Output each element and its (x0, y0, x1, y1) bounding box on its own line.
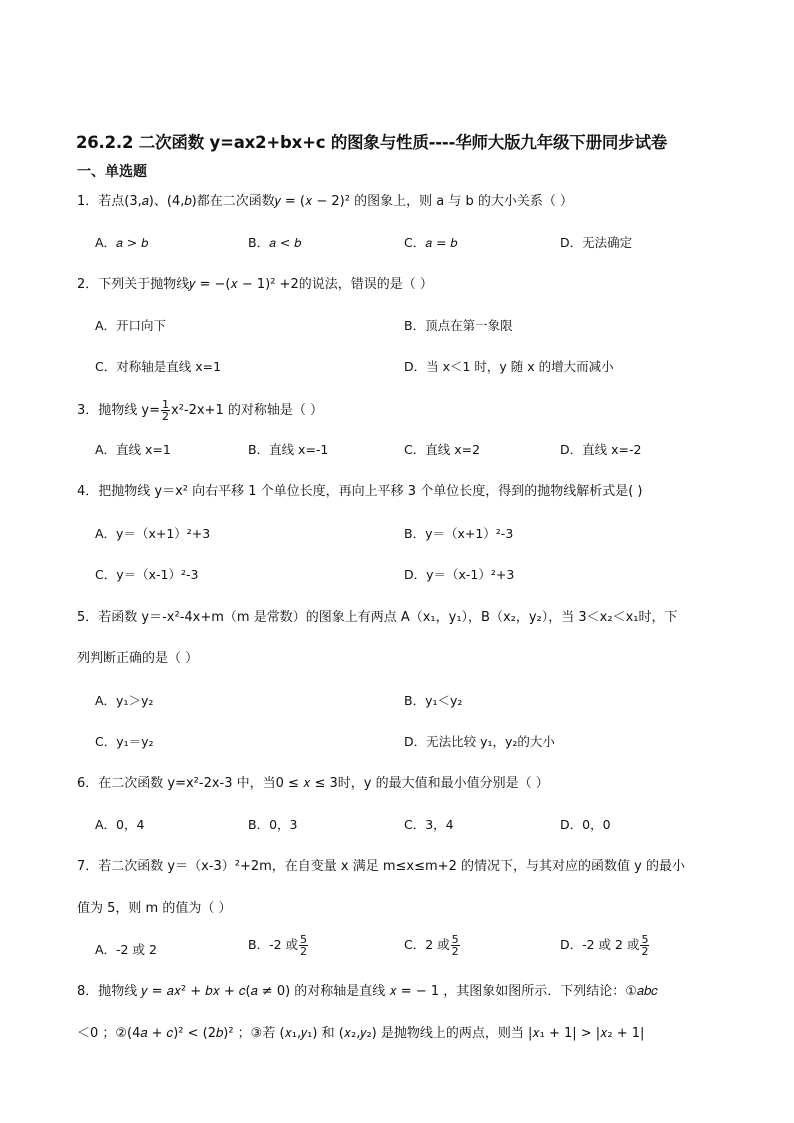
section-heading: 一、单选题 (77, 164, 147, 180)
q2-option-d: D．当 x＜1 时，y 随 x 的增大而减小 (404, 359, 614, 374)
q7-option-d (560, 934, 650, 957)
q5-option-a: A．y₁＞y₂ (95, 693, 154, 708)
q7-c-prefix: C．2 或 (404, 937, 450, 952)
q4-option-a: A．y＝（x+1）²+3 (95, 526, 211, 541)
q5-option-b: B．y₁＜y₂ (404, 693, 463, 708)
q4-option-c: C．y＝（x-1）²-3 (95, 567, 199, 582)
q1-option-d: D．无法确定 (560, 235, 633, 250)
q7-option-a: A．-2 或 2 (95, 942, 157, 957)
question-6: 6．在二次函数 y=x²-2x-3 中，当0 ≤ 𝑥 ≤ 3时，y 的最大值和最小值分别是（ ） (77, 776, 549, 791)
q2-option-a: A．开口向下 (95, 318, 167, 333)
question-4: 4．把抛物线 y＝x² 向右平移 1 个单位长度，再向上平移 3 个单位长度，得到的抛物线解析式是( ) (77, 484, 643, 499)
q6-option-d: D．0，0 (560, 817, 611, 832)
question-2: 2．下列关于抛物线𝑦 = −(𝑥 − 1)² +2的说法，错误的是（ ） (77, 277, 433, 292)
q3-option-d: D．直线 x=-2 (560, 442, 642, 457)
q6-option-b: B．0，3 (248, 817, 298, 832)
q7-b-prefix: B．-2 或 (248, 937, 299, 952)
question-1: 1．若点(3,𝑎)、(4,𝑏)都在二次函数𝑦 = (𝑥 − 2)² 的图象上，则 a 与 b 的大小关系（ ） (77, 194, 573, 209)
q7-d-prefix: D．-2 或 2 或 (560, 937, 640, 952)
q7-d-frac-den: 2 (641, 945, 649, 958)
q2-option-b: B．顶点在第一象限 (404, 318, 513, 333)
question-7-line-1: 7．若二次函数 y＝（x-3）²+2m，在自变量 x 满足 m≤x≤m+2 的情况下，与其对应的函数值 y 的最小 (77, 859, 685, 874)
q7-c-fraction (451, 934, 460, 957)
q3-option-c: C．直线 x=2 (404, 442, 481, 457)
q1-option-a: A．𝑎 > 𝑏 (95, 235, 149, 250)
q7-option-b (248, 934, 309, 957)
q7-b-frac-den: 2 (300, 945, 308, 958)
q7-b-fraction (299, 934, 308, 957)
q3-option-b: B．直线 x=-1 (248, 442, 329, 457)
question-5-line-2: 列判断正确的是（ ） (77, 651, 199, 666)
q6-option-c: C．3，4 (404, 817, 454, 832)
q7-d-frac-num: 5 (641, 933, 649, 946)
question-5-line-1: 5．若函数 y＝-x²-4x+m（m 是常数）的图象上有两点 A（x₁，y₁），B（x₂，y₂），当 3＜x₂＜x₁时，下 (77, 610, 678, 625)
question-3 (77, 399, 323, 422)
q3-frac-den: 2 (162, 410, 169, 423)
q7-option-c (404, 934, 461, 957)
q2-option-c: C．对称轴是直线 x=1 (95, 359, 222, 374)
q3-option-a: A．直线 x=1 (95, 442, 171, 457)
q5-option-d: D．无法比较 y₁，y₂的大小 (404, 734, 555, 749)
q3-suffix: x²-2x+1 的对称轴是（ ） (171, 403, 323, 418)
q1-option-c: C．𝑎 = 𝑏 (404, 235, 458, 250)
q1-option-b: B．𝑎 < 𝑏 (248, 235, 302, 250)
q7-c-frac-num: 5 (451, 933, 459, 946)
q7-c-frac-den: 2 (451, 945, 459, 958)
q7-b-frac-num: 5 (300, 933, 308, 946)
q4-option-d: D．y＝（x-1）²+3 (404, 567, 515, 582)
page-title: 26.2.2 二次函数 y=ax2+bx+c 的图象与性质----华师大版九年级下册同步试卷 (76, 133, 668, 152)
q3-prefix: 3．抛物线 y= (77, 403, 160, 418)
question-8-line-2: ＜0 ；②(4𝑎 + 𝑐)² < (2𝑏)² ；③若 (𝑥₁,𝑦₁) 和 (𝑥₂,𝑦₂) 是抛物线上的两点，则当 |𝑥₁ + 1| > |𝑥₂ + 1| (77, 1026, 645, 1041)
q3-fraction (161, 399, 170, 422)
q3-frac-num: 1 (162, 398, 169, 411)
q6-option-a: A．0，4 (95, 817, 145, 832)
q5-option-c: C．y₁＝y₂ (95, 734, 154, 749)
q4-option-b: B．y＝（x+1）²-3 (404, 526, 514, 541)
question-8-line-1: 8．抛物线 𝑦 = 𝑎𝑥² + 𝑏𝑥 + 𝑐(𝑎 ≠ 0) 的对称轴是直线 𝑥 = − 1 ，其图象如图所示．下列结论：①𝑎𝑏𝑐 (77, 984, 658, 999)
question-7-line-2: 值为 5，则 m 的值为（ ） (77, 901, 232, 916)
q7-d-fraction (640, 934, 649, 957)
